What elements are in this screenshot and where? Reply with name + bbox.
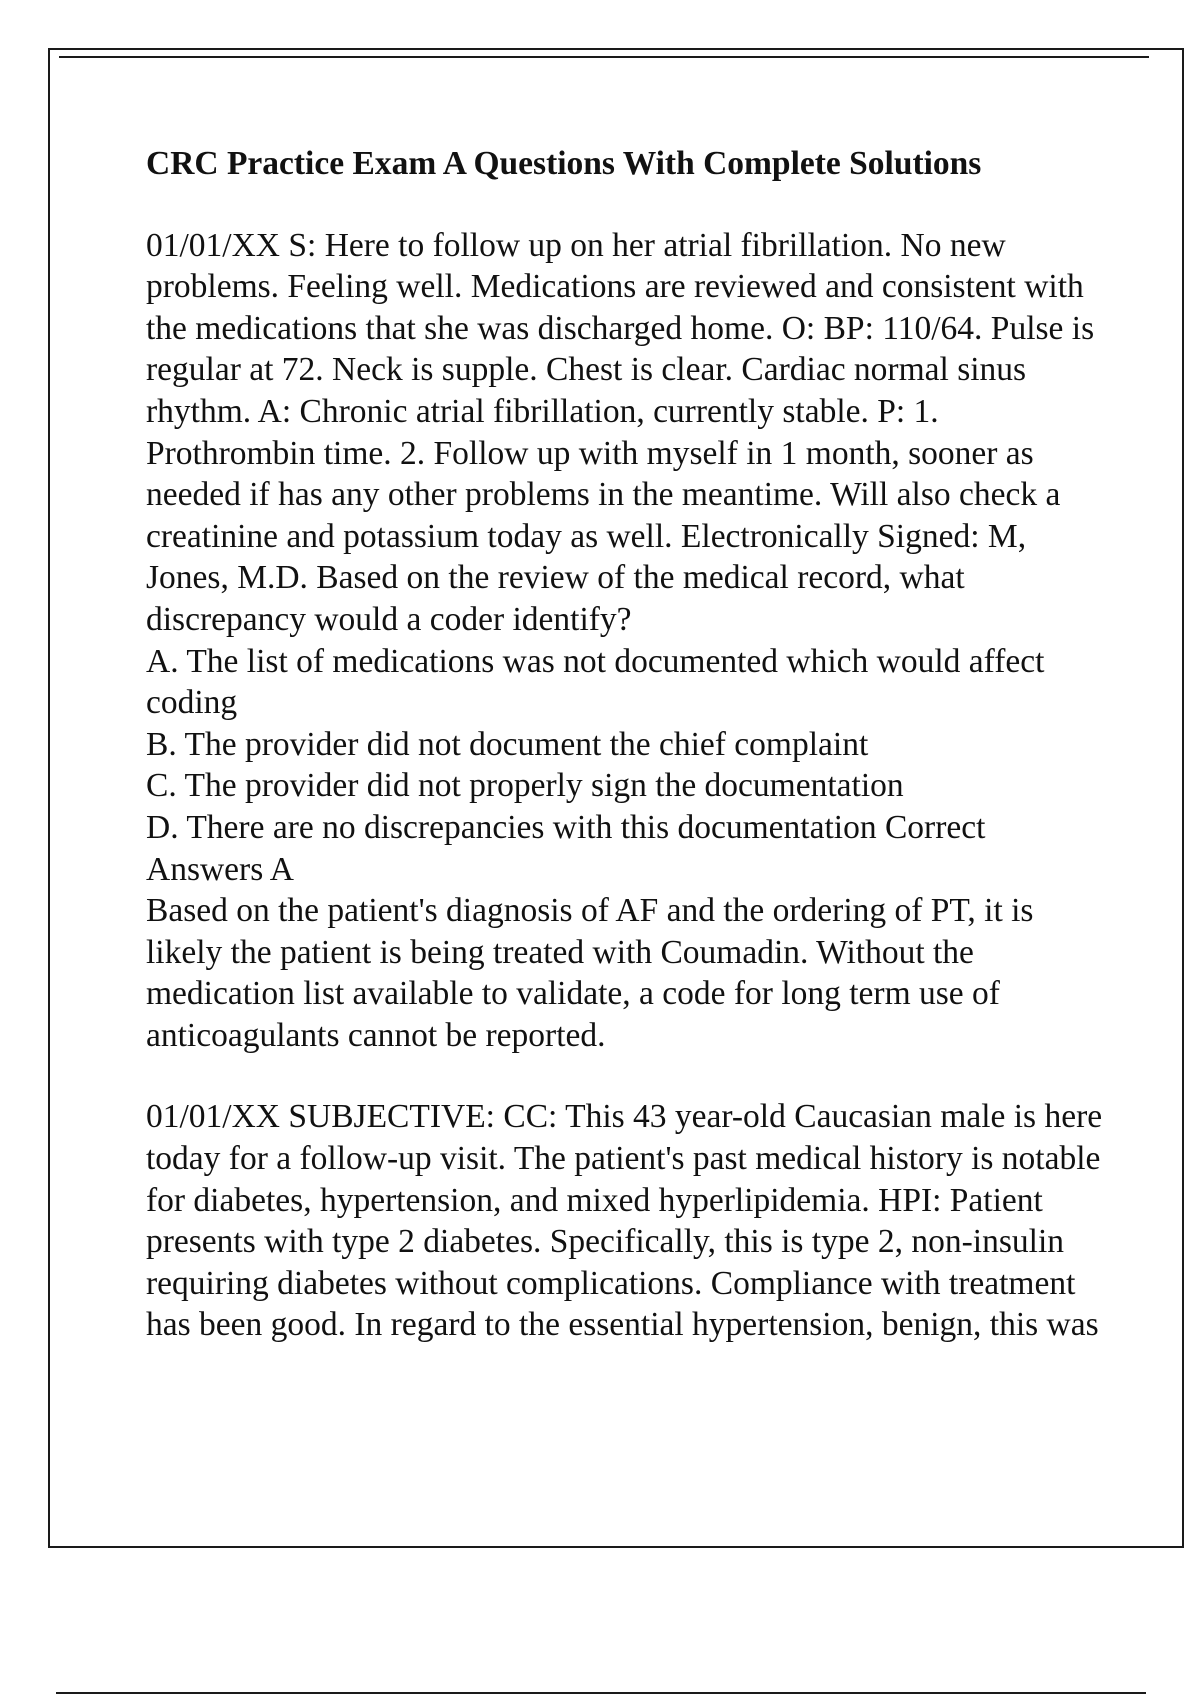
question-1-stem: 01/01/XX S: Here to follow up on her atrial fibrillation. No new problems. Feeling well. Medications are reviewed and consistent with the medications that she was discharged home. O: BP: 110/64. Pulse is regular at 72. Neck is supple. Chest is clear. Cardiac normal sinus rhythm. A: Chronic atrial fibrillation, currently stable. P: 1. Prothrombin time. 2. Follow up with myself in 1 month, sooner as needed if has any other problems in the meantime. Will also check a creatinine and potassium today as well. Electronically Signed: M, Jones, M.D. Based on the review of the medical record, what discrepancy would a coder identify? [146,226,1095,638]
footer-rule [56,1692,1146,1694]
document-title: CRC Practice Exam A Questions With Complete Solutions [146,145,982,182]
question-1-option-a: A. The list of medications was not documented which would affect coding [146,642,1045,722]
header-rule [59,56,1149,58]
question-2-stem: 01/01/XX SUBJECTIVE: CC: This 43 year-old Caucasian male is here today for a follow-up visit. The patient's past medical history is notable for diabetes, hypertension, and mixed hyperlipidemia. HPI: Patient presents with type 2 diabetes. Specifically, this is type 2, non-insulin requiring diabetes without complications. Compliance with treatment has been good. In regard to the essential hypertension, benign, this was [146,1098,1103,1344]
question-1-rationale: Based on the patient's diagnosis of AF and the ordering of PT, it is likely the patient is being treated with Coumadin. Without the medication list available to validate, a code for long term use of anticoagulants cannot be reported. [146,892,1034,1054]
question-1-option-c: C. The provider did not properly sign the documentation [146,767,904,805]
question-1-option-d-answer: D. There are no discrepancies with this documentation Correct Answers A [146,808,986,888]
document-body [146,143,1106,1346]
question-1-option-b: B. The provider did not document the chief complaint [146,725,869,763]
